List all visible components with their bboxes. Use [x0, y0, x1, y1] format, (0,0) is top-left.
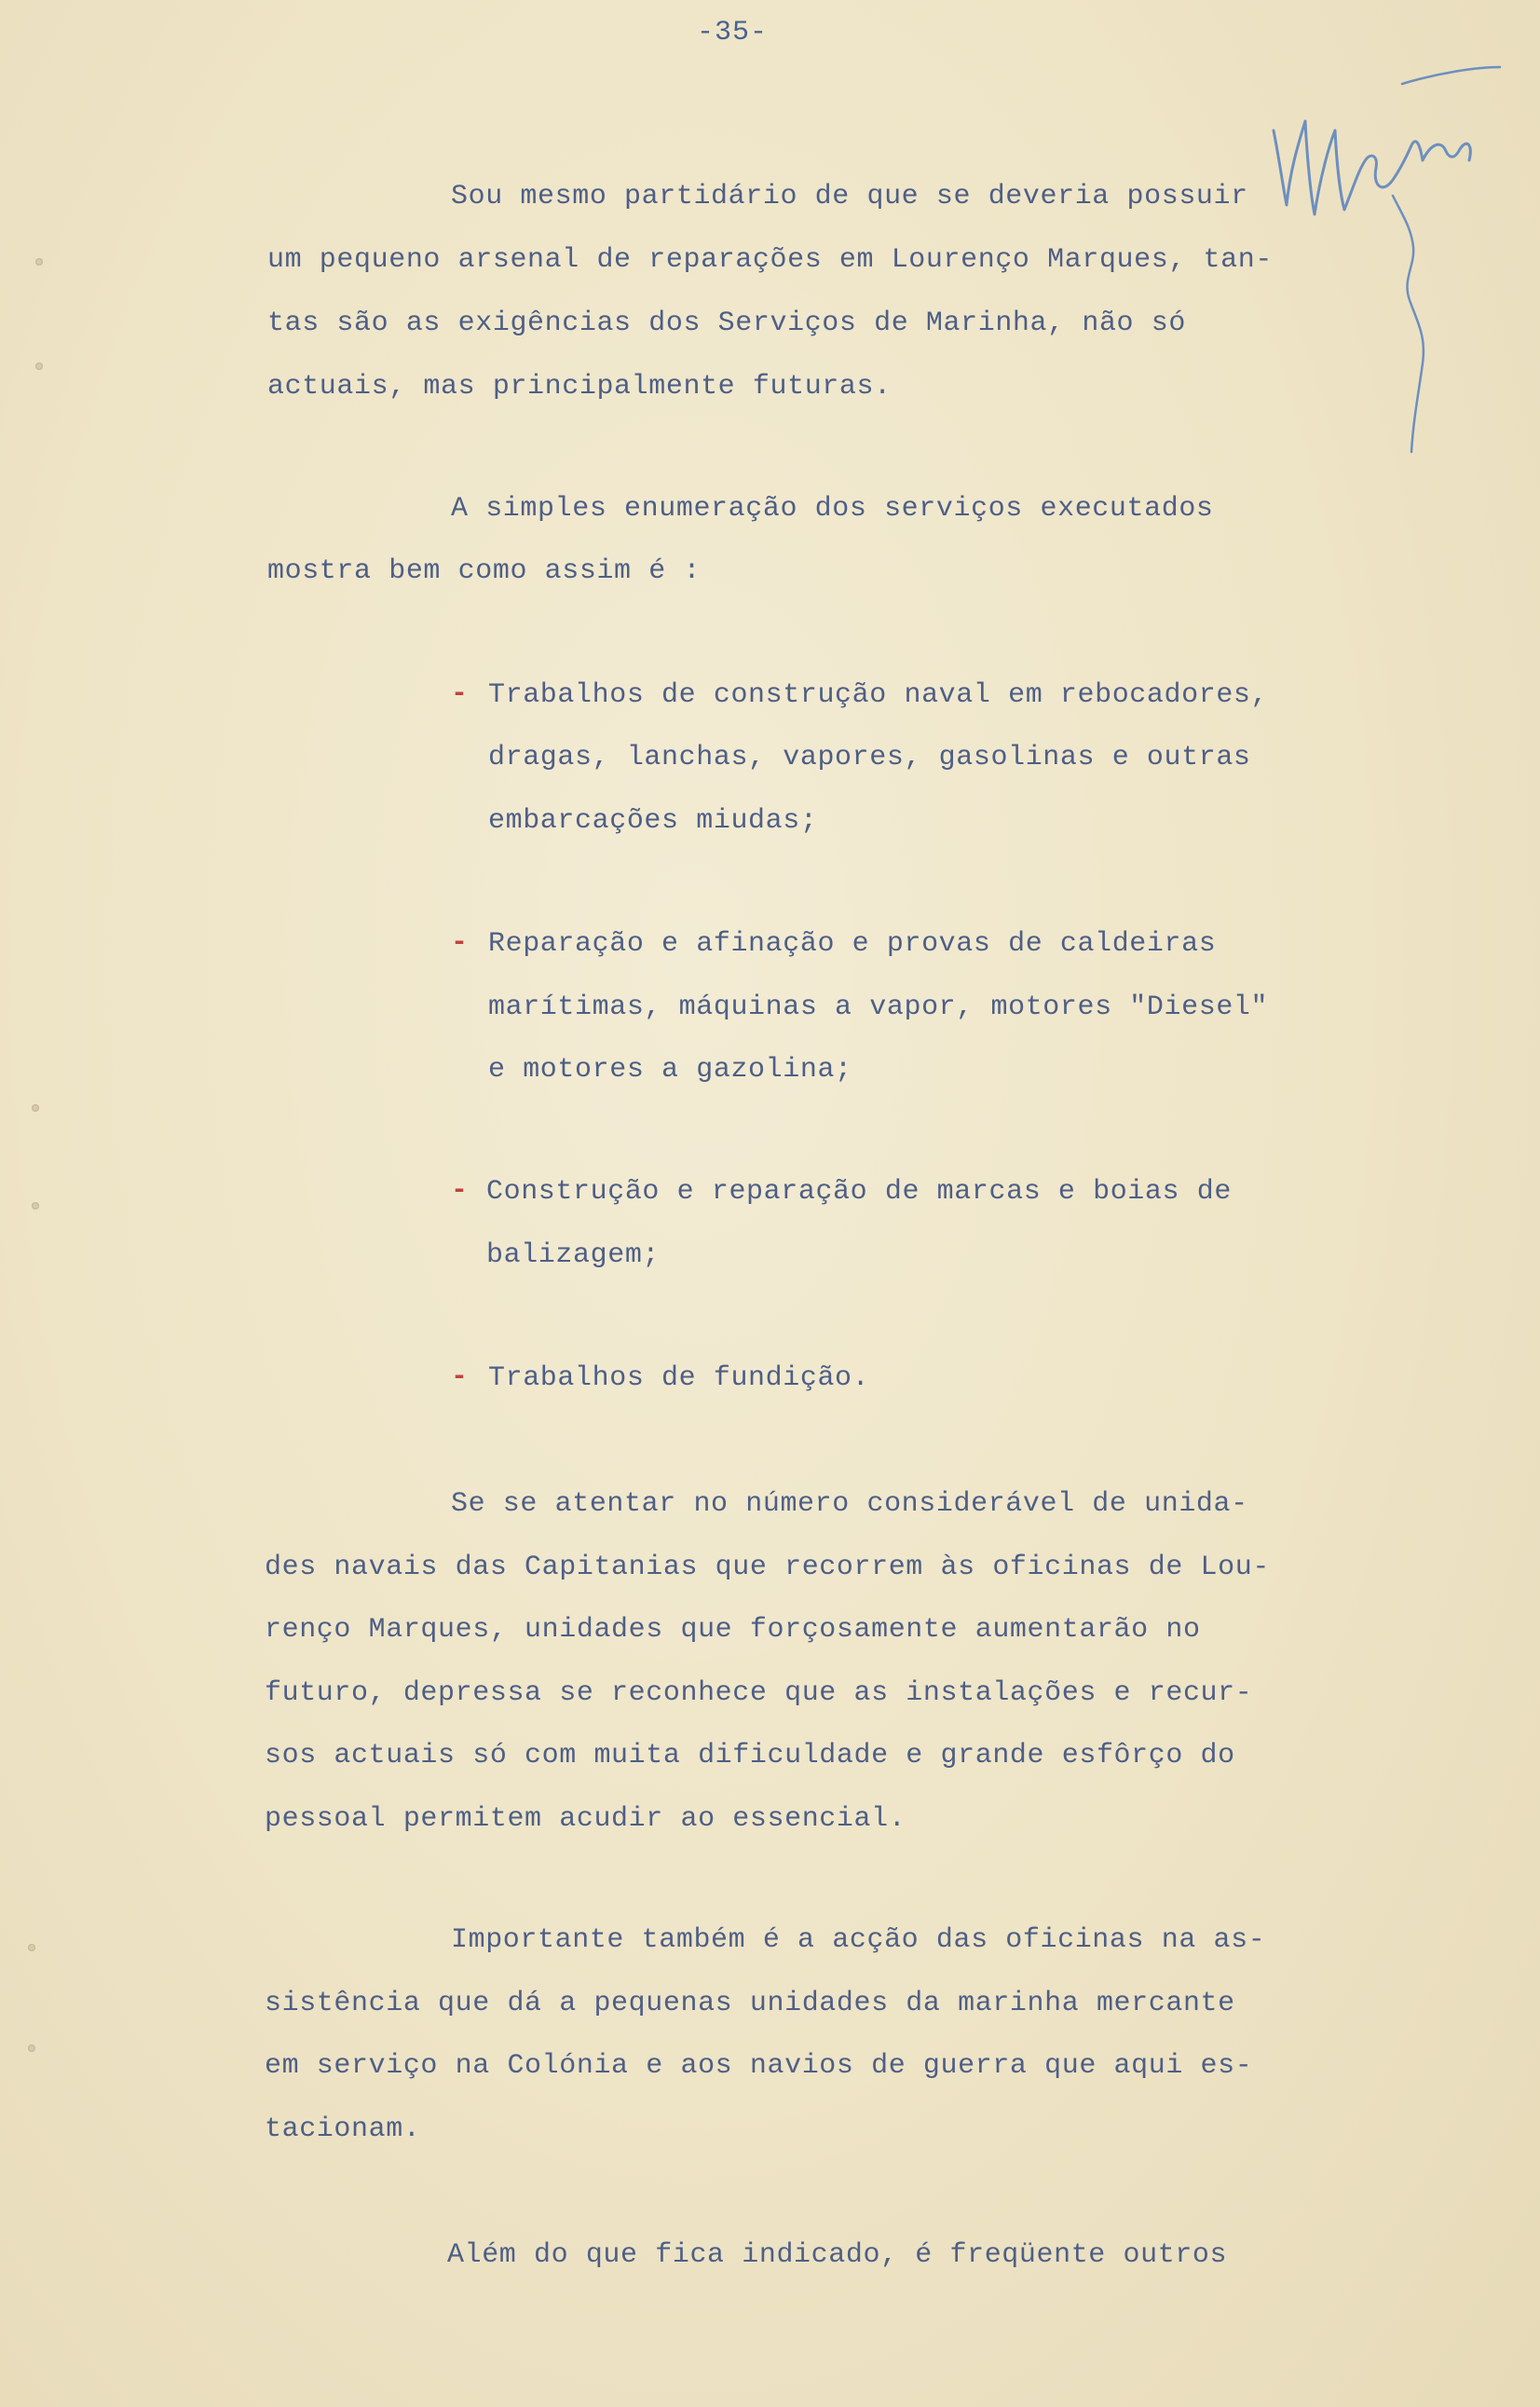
- list-item-line: marítimas, máquinas a vapor, motores "Diesel": [488, 992, 1269, 1023]
- paragraph-line: renço Marques, unidades que forçosamente aumentarão no: [265, 1614, 1201, 1646]
- paragraph-line: A simples enumeração dos serviços executados: [451, 493, 1214, 525]
- list-bullet-dash: -: [451, 678, 469, 710]
- page-number: -35-: [697, 17, 769, 48]
- paragraph-line: mostra bem como assim é :: [267, 555, 702, 587]
- list-bullet-dash: -: [451, 1361, 469, 1393]
- binding-hole: [35, 258, 43, 266]
- paragraph-line: sistência que dá a pequenas unidades da marinha mercante: [265, 1988, 1235, 2019]
- paragraph-line: Se se atentar no número considerável de unida-: [451, 1488, 1248, 1520]
- paragraph-line: tacionam.: [265, 2113, 421, 2145]
- binding-hole: [32, 1202, 39, 1210]
- paragraph-line: sos actuais só com muita dificuldade e grande esfôrço do: [265, 1740, 1235, 1771]
- list-item-line: Reparação e afinação e provas de caldeiras: [488, 928, 1217, 960]
- paragraph-line: actuais, mas principalmente futuras.: [267, 371, 892, 403]
- paragraph-line: futuro, depressa se reconhece que as instalações e recur-: [265, 1677, 1253, 1709]
- paragraph-line: em serviço na Colónia e aos navios de guerra que aqui es-: [265, 2050, 1253, 2082]
- paragraph-line: Sou mesmo partidário de que se deveria possuir: [451, 181, 1248, 212]
- list-item-line: Construção e reparação de marcas e boias de: [486, 1176, 1232, 1208]
- list-bullet-dash: -: [451, 1175, 469, 1207]
- paragraph-line: des navais das Capitanias que recorrem às oficinas de Lou-: [265, 1552, 1270, 1583]
- paragraph-line: um pequeno arsenal de reparações em Lourenço Marques, tan-: [267, 244, 1273, 276]
- paragraph-line: Importante também é a acção das oficinas na as-: [451, 1924, 1266, 1956]
- handwritten-signature: [1262, 56, 1505, 466]
- list-bullet-dash: -: [451, 927, 469, 959]
- paragraph-line: Além do que fica indicado, é freqüente outros: [447, 2239, 1228, 2271]
- paragraph-line: tas são as exigências dos Serviços de Marinha, não só: [267, 308, 1186, 339]
- list-item-line: Trabalhos de fundição.: [488, 1362, 870, 1394]
- binding-hole: [35, 362, 43, 370]
- list-item-line: balizagem;: [486, 1239, 661, 1271]
- binding-hole: [32, 1104, 39, 1112]
- paragraph-line: pessoal permitem acudir ao essencial.: [265, 1803, 906, 1835]
- binding-hole: [28, 2045, 35, 2052]
- list-item-line: Trabalhos de construção naval em rebocadores,: [488, 679, 1269, 711]
- list-item-line: embarcações miudas;: [488, 805, 818, 837]
- list-item-line: e motores a gazolina;: [488, 1054, 852, 1086]
- list-item-line: dragas, lanchas, vapores, gasolinas e outras: [488, 742, 1251, 773]
- binding-hole: [28, 1944, 35, 1951]
